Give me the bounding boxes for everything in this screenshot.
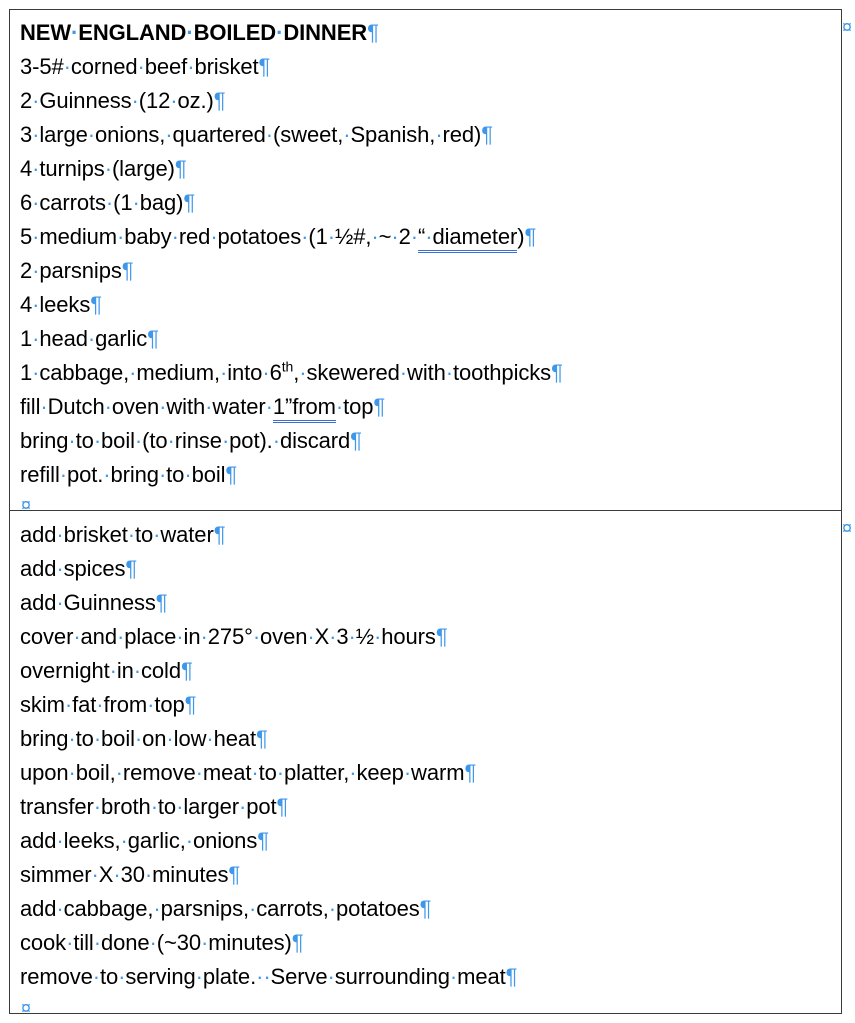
space-marker: ·: [118, 964, 126, 989]
space-marker: ·: [113, 862, 121, 887]
space-marker: ·: [301, 224, 309, 249]
fill-line: fill·Dutch·oven·with·water·1”from·top¶: [20, 390, 841, 424]
space-marker: ·: [116, 624, 125, 649]
space-marker: ·: [167, 428, 175, 453]
space-marker: ·: [73, 624, 81, 649]
space-marker: ·: [68, 760, 76, 785]
ingredient-line: 3-5#·corned·beef·brisket¶: [20, 54, 271, 79]
space-marker: ·: [335, 394, 344, 419]
space-marker: ·: [200, 624, 208, 649]
space-marker: ·: [220, 360, 228, 385]
space-marker: ·: [32, 292, 40, 317]
space-marker: ·: [307, 624, 315, 649]
space-marker: ·: [186, 20, 194, 45]
ingredient-line: 4·turnips·(large)¶: [20, 156, 187, 181]
ingredient-line: 1·head·garlic¶: [20, 326, 159, 351]
space-marker: ·: [327, 224, 335, 249]
ingredient-line: 6·carrots·(1·bag)¶: [20, 190, 196, 215]
space-marker: ·: [93, 794, 102, 819]
space-marker: ·: [449, 964, 458, 989]
cell-end-marker: ¤: [21, 998, 32, 1018]
space-marker: ·: [63, 54, 71, 79]
space-marker: ·: [403, 760, 412, 785]
space-marker: ·: [32, 122, 40, 147]
ingredient-line: 4·leeks¶: [20, 292, 102, 317]
space-marker: ·: [144, 862, 153, 887]
space-marker: ·: [117, 224, 125, 249]
space-marker: ·: [87, 122, 96, 147]
space-marker: ·: [133, 658, 142, 683]
space-marker: ·: [93, 428, 102, 453]
space-marker: ·: [96, 692, 104, 717]
space-marker: ·: [109, 658, 117, 683]
space-marker: ·: [165, 122, 173, 147]
space-marker: ·: [92, 964, 100, 989]
space-marker: ·: [150, 794, 158, 819]
cell-end-marker: ¤: [21, 495, 32, 515]
grammar-flag[interactable]: 1”from: [273, 394, 336, 423]
step-line: overnight·in·cold¶: [20, 658, 193, 683]
space-marker: ·: [195, 760, 203, 785]
space-marker: ·: [200, 930, 209, 955]
space-marker: ·: [71, 20, 79, 45]
space-marker: ·: [153, 896, 161, 921]
space-marker: ·: [32, 224, 40, 249]
cabbage-line: 1·cabbage,·medium,·into·6th,·skewered·with·toothpicks¶: [20, 358, 563, 385]
space-marker: ·: [371, 224, 379, 249]
space-marker: ·: [32, 88, 40, 113]
step-line: skim·fat·from·top¶: [20, 692, 197, 717]
space-marker: ·: [195, 964, 203, 989]
grammar-flag[interactable]: “·diameter: [418, 224, 517, 253]
space-marker: ·: [66, 930, 74, 955]
space-marker: ·: [158, 462, 167, 487]
space-marker: ·: [276, 760, 285, 785]
space-marker: ·: [64, 692, 73, 717]
potatoes-line: 5·medium·baby·red·potatoes·(1·½#,·~·2·“·diameter)¶: [20, 220, 841, 254]
recipe-table: [9, 9, 852, 1018]
step-line: add·Guinness¶: [20, 590, 168, 615]
row-end-marker: ¤: [841, 518, 852, 538]
ingredients-cell[interactable]: [9, 9, 852, 515]
space-marker: ·: [276, 20, 284, 45]
step-line: simmer·X·30·minutes¶: [20, 862, 241, 887]
space-marker: ·: [68, 428, 76, 453]
space-marker: ·: [32, 156, 40, 181]
space-marker: ·: [103, 462, 111, 487]
space-marker: ·: [248, 896, 257, 921]
recipe-title: NEW·ENGLAND·BOILED·DINNER¶: [20, 20, 379, 45]
space-marker: ·: [56, 522, 64, 547]
space-marker: ·: [348, 624, 356, 649]
step-line: add·brisket·to·water¶: [20, 522, 226, 547]
space-marker: ·: [68, 726, 76, 751]
space-marker: ·: [129, 360, 137, 385]
space-marker: ·: [105, 190, 114, 215]
space-marker: ·: [221, 428, 230, 453]
ingredient-line: 2·parsnips¶: [20, 258, 134, 283]
space-marker: ·: [299, 360, 307, 385]
space-marker: ·: [171, 224, 179, 249]
space-marker: ·: [176, 624, 184, 649]
space-marker: ·: [445, 360, 453, 385]
step-line: remove·to·serving·plate.··Serve·surrounding·meat¶: [20, 964, 518, 989]
space-marker: ·: [153, 522, 161, 547]
space-marker: ·: [176, 794, 184, 819]
step-line: upon·boil,·remove·meat·to·platter,·keep·warm¶: [20, 760, 477, 785]
space-marker: ·: [170, 88, 178, 113]
space-marker: ·: [137, 54, 145, 79]
space-marker: ·: [329, 624, 337, 649]
ingredient-line: 2·Guinness·(12·oz.)¶: [20, 88, 226, 113]
space-marker: ·: [104, 394, 112, 419]
space-marker: ·: [149, 930, 157, 955]
space-marker: ·: [115, 760, 123, 785]
space-marker: ·: [349, 760, 357, 785]
space-marker: ·: [265, 394, 273, 419]
space-marker: ·: [263, 964, 271, 989]
space-marker: ·: [374, 624, 382, 649]
space-marker: ·: [185, 828, 193, 853]
step-line: bring·to·boil·on·low·heat¶: [20, 726, 268, 751]
space-marker: ·: [134, 726, 143, 751]
space-marker: ·: [265, 122, 274, 147]
space-marker: ·: [410, 224, 418, 249]
space-marker: ·: [252, 624, 261, 649]
space-marker: ·: [147, 692, 155, 717]
space-marker: ·: [272, 428, 280, 453]
space-marker: ·: [56, 556, 64, 581]
space-marker: ·: [40, 394, 48, 419]
space-marker: ·: [32, 360, 40, 385]
space-marker: ·: [56, 828, 64, 853]
space-marker: ·: [56, 896, 64, 921]
space-marker: ·: [262, 360, 270, 385]
instructions-cell[interactable]: [9, 511, 852, 1018]
space-marker: ·: [206, 726, 214, 751]
space-marker: ·: [93, 726, 102, 751]
space-marker: ·: [184, 462, 192, 487]
space-marker: ·: [238, 794, 247, 819]
space-marker: ·: [425, 224, 433, 249]
space-marker: ·: [104, 156, 112, 181]
space-marker: ·: [56, 590, 64, 615]
space-marker: ·: [435, 122, 443, 147]
space-marker: ·: [32, 190, 40, 215]
space-marker: ·: [127, 522, 135, 547]
space-marker: ·: [87, 326, 96, 351]
space-marker: ·: [159, 394, 167, 419]
space-marker: ·: [120, 828, 128, 853]
space-marker: ·: [251, 760, 259, 785]
space-marker: ·: [327, 964, 335, 989]
space-marker: ·: [166, 726, 174, 751]
space-marker: ·: [32, 258, 40, 283]
space-marker: ·: [343, 122, 351, 147]
step-line: transfer·broth·to·larger·pot¶: [20, 794, 289, 819]
step-line: bring·to·boil·(to·rinse·pot).·discard¶: [20, 428, 362, 453]
row-end-marker: ¤: [841, 17, 852, 37]
step-line: refill·pot.·bring·to·boil¶: [20, 462, 238, 487]
space-marker: ·: [210, 224, 218, 249]
space-marker: ·: [399, 360, 408, 385]
space-marker: ·: [328, 896, 337, 921]
space-marker: ·: [32, 326, 40, 351]
ingredient-line: 3·large·onions,·quartered·(sweet,·Spanish,·red)¶: [20, 122, 493, 147]
space-marker: ·: [391, 224, 399, 249]
step-line: add·cabbage,·parsnips,·carrots,·potatoes¶: [20, 896, 432, 921]
space-marker: ·: [131, 88, 139, 113]
space-marker: ·: [132, 190, 140, 215]
space-marker: ·: [187, 54, 195, 79]
step-line: add·spices¶: [20, 556, 138, 581]
space-marker: ·: [134, 428, 143, 453]
step-line: add·leeks,·garlic,·onions¶: [20, 828, 269, 853]
space-marker: ·: [59, 462, 67, 487]
step-line: cover·and·place·in·275°·oven·X·3·½·hours¶: [20, 624, 448, 649]
step-line: cook·till·done·(~30·minutes)¶: [20, 930, 304, 955]
space-marker: ·: [256, 964, 264, 989]
space-marker: ·: [91, 862, 99, 887]
space-marker: ·: [205, 394, 213, 419]
space-marker: ·: [93, 930, 101, 955]
